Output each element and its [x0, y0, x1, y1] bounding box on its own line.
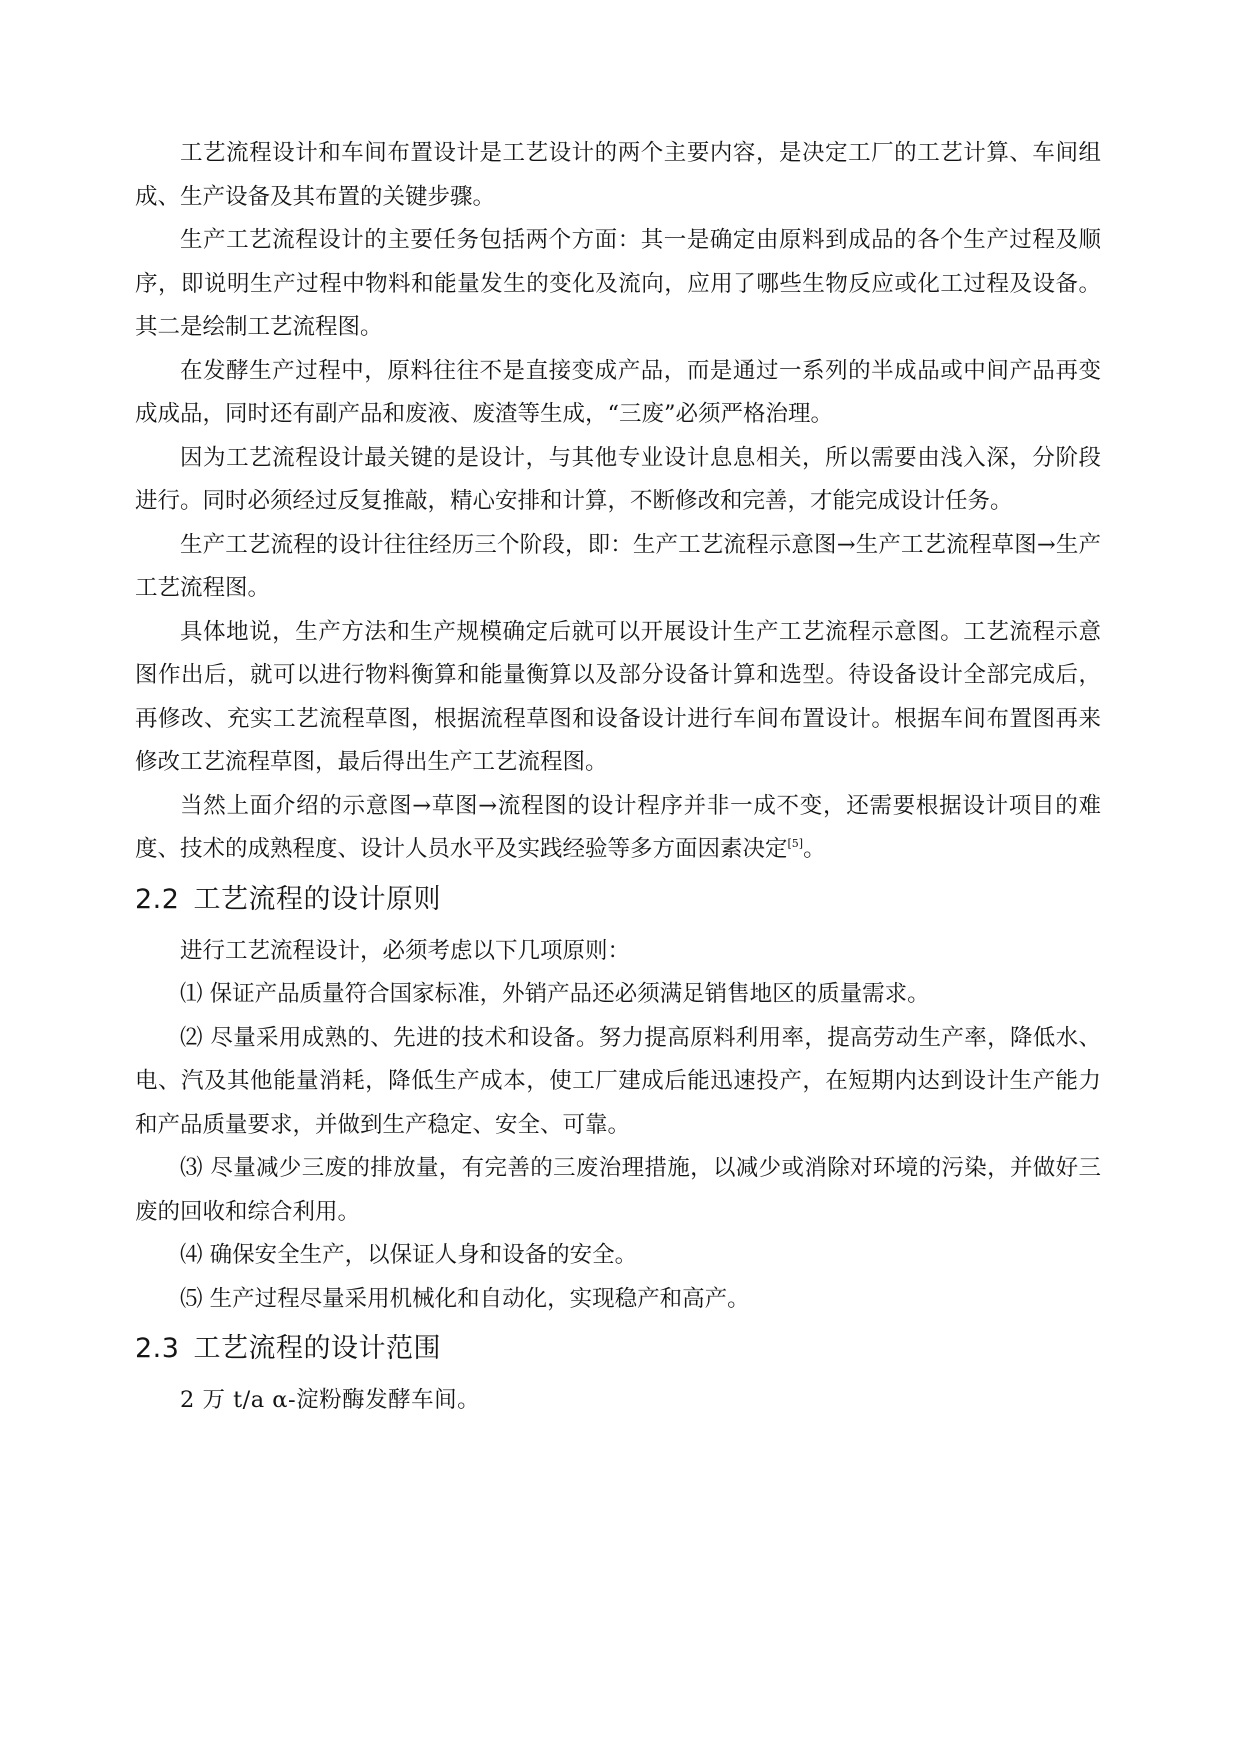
section-intro: 进行工艺流程设计，必须考虑以下几项原则： [180, 937, 631, 964]
paragraph-6: 具体地说，生产方法和生产规模确定后就可以开展设计生产工艺流程示意图。工艺流程示意图作出后，就可以进行物料衡算和能量衡算以及部分设备计算和选型。待设备设计全部完成后，再修改、充实工艺流程草图，根据流程草图和设备设计进行车间布置设计。根据车间布置图再来修改工艺流程草图，最后得出生产工艺流程图。 [135, 618, 1101, 775]
paragraph-3: 在发酵生产过程中，原料往往不是直接变成产品，而是通过一系列的半成品或中间产品再变成成品，同时还有副产品和废液、废渣等生成，“三废”必须严格治理。 [135, 357, 1101, 427]
section-heading-2-3 [135, 1327, 1101, 1371]
section-number: 2.3 [135, 1333, 180, 1364]
section-title: 工艺流程的设计原则 [193, 883, 441, 915]
section-heading-2-2 [135, 878, 1101, 922]
paragraph-5: 生产工艺流程的设计往往经历三个阶段，即：生产工艺流程示意图→生产工艺流程草图→生产工艺流程图。 [135, 531, 1101, 601]
paragraph-7-text: 当然上面介绍的示意图→草图→流程图的设计程序并非一成不变，还需要根据设计项目的难度、技术的成熟程度、设计人员水平及实践经验等多方面因素决定 [135, 792, 1101, 862]
section-number: 2.2 [135, 883, 180, 915]
citation-ref: [5] [787, 837, 804, 850]
principle-item-5: ⑸ 生产过程尽量采用机械化和自动化，实现稳产和高产。 [180, 1285, 750, 1312]
paragraph-7 [135, 785, 1101, 872]
paragraph-4: 因为工艺流程设计最关键的是设计，与其他专业设计息息相关，所以需要由浅入深，分阶段进行。同时必须经过反复推敲，精心安排和计算，不断修改和完善，才能完成设计任务。 [135, 444, 1101, 514]
paragraph-2: 生产工艺流程设计的主要任务包括两个方面：其一是确定由原料到成品的各个生产过程及顺序，即说明生产过程中物料和能量发生的变化及流向，应用了哪些生物反应或化工过程及设备。其二是绘制工艺流程图。 [135, 227, 1101, 340]
page-content [135, 132, 1101, 1423]
section-title: 工艺流程的设计范围 [193, 1333, 441, 1364]
principle-item-2: ⑵ 尽量采用成熟的、先进的技术和设备。努力提高原料利用率，提高劳动生产率，降低水、电、汽及其他能量消耗，降低生产成本，使工厂建成后能迅速投产，在短期内达到设计生产能力和产品质量要求，并做到生产稳定、安全、可靠。 [135, 1024, 1101, 1138]
paragraph-1: 工艺流程设计和车间布置设计是工艺设计的两个主要内容，是决定工厂的工艺计算、车间组成、生产设备及其布置的关键步骤。 [135, 140, 1101, 210]
principle-item-3: ⑶ 尽量减少三废的排放量，有完善的三废治理措施，以减少或消除对环境的污染，并做好三废的回收和综合利用。 [135, 1155, 1101, 1225]
principle-item-4: ⑷ 确保安全生产，以保证人身和设备的安全。 [180, 1242, 638, 1268]
scope-text: 2 万 t/a α-淀粉酶发酵车间。 [180, 1387, 481, 1413]
paragraph-7-end: 。 [803, 836, 826, 862]
principle-item-1: ⑴ 保证产品质量符合国家标准，外销产品还必须满足销售地区的质量需求。 [180, 981, 930, 1007]
